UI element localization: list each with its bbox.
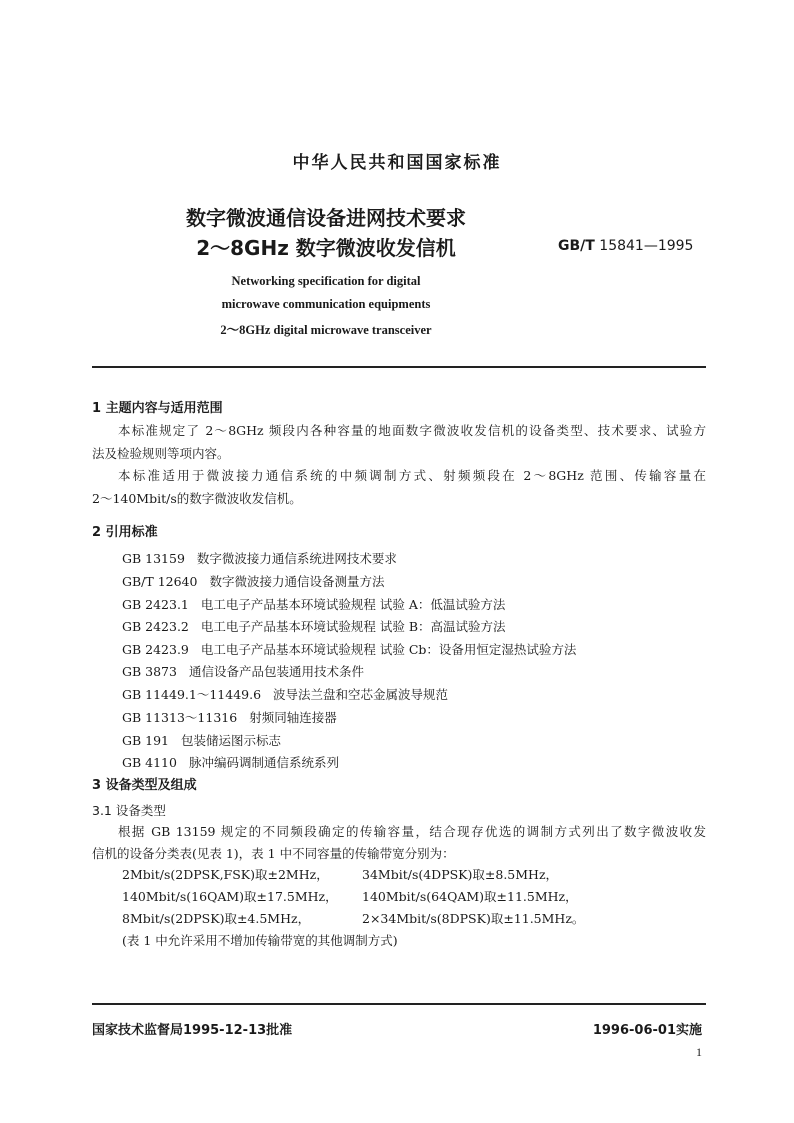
reference-title: 电工电子产品基本环境试验规程 试验 Cb：设备用恒定湿热试验方法 <box>200 642 577 657</box>
bandwidth-item: 2×34Mbit/s(8DPSK)取±11.5MHz。 <box>362 911 585 926</box>
header-divider <box>92 366 706 368</box>
section-1-paragraph: 2～140Mbit/s的数字微波收发信机。 <box>92 491 302 506</box>
reference-code: GB 4110 <box>122 755 177 770</box>
english-title-line: 2～8GHz digital microwave transceiver <box>220 323 432 337</box>
reference-item <box>122 595 505 613</box>
section-3-1-heading: 3.1 设备类型 <box>92 803 166 818</box>
reference-item <box>122 753 339 771</box>
reference-title: 通信设备产品包装通用技术条件 <box>188 664 364 679</box>
footer-divider <box>92 1003 706 1005</box>
page-number: 1 <box>696 1045 702 1059</box>
reference-item <box>122 549 397 567</box>
reference-code: GB 2423.2 <box>122 619 189 634</box>
reference-code: GB 2423.1 <box>122 597 189 612</box>
standard-code-prefix: GB/T <box>558 238 595 254</box>
reference-item <box>122 731 281 749</box>
reference-item <box>122 685 448 703</box>
reference-item <box>122 572 384 590</box>
reference-title: 射频同轴连接器 <box>249 710 337 725</box>
table-note: (表 1 中允许采用不增加传输带宽的其他调制方式) <box>122 933 398 948</box>
reference-code: GB 191 <box>122 733 170 748</box>
document-title: 数字微波通信设备进网技术要求 <box>186 206 466 230</box>
reference-title: 数字微波接力通信设备测量方法 <box>209 574 385 589</box>
reference-item <box>122 617 506 635</box>
reference-title: 电工电子产品基本环境试验规程 试验 A：低温试验方法 <box>200 597 506 612</box>
reference-title: 包装储运图示标志 <box>181 733 282 748</box>
reference-item <box>122 662 364 680</box>
reference-item <box>122 640 576 658</box>
reference-title: 脉冲编码调制通信系统系列 <box>188 755 339 770</box>
standard-code-number: 15841—1995 <box>599 238 694 254</box>
reference-code: GB 2423.9 <box>122 642 189 657</box>
reference-code: GB/T 12640 <box>122 574 198 589</box>
bandwidth-item: 8Mbit/s(2DPSK)取±4.5MHz， <box>122 911 311 926</box>
approval-date: 国家技术监督局1995-12-13批准 <box>92 1023 293 1038</box>
reference-code: GB 3873 <box>122 664 177 679</box>
reference-item <box>122 708 337 726</box>
standard-name: 中华人民共和国国家标准 <box>292 153 502 173</box>
reference-title: 电工电子产品基本环境试验规程 试验 B：高温试验方法 <box>200 619 506 634</box>
reference-title: 波导法兰盘和空芯金属波导规范 <box>273 687 449 702</box>
section-3-heading: 3 设备类型及组成 <box>92 778 197 793</box>
section-1-paragraph: 法及检验规则等项内容。 <box>92 446 230 461</box>
reference-code: GB 11313～11316 <box>122 710 238 725</box>
section-1-heading: 1 主题内容与适用范围 <box>92 401 223 416</box>
reference-title: 数字微波接力通信系统进网技术要求 <box>196 551 397 566</box>
section-1-paragraph: 本标准规定了 2～8GHz 频段内各种容量的地面数字微波收发信机的设备类型、技术要求、试验方 <box>118 423 706 438</box>
standard-code <box>558 238 693 254</box>
section-3-paragraph: 信机的设备分类表(见表 1)，表 1 中不同容量的传输带宽分别为： <box>92 846 455 861</box>
bandwidth-item: 140Mbit/s(16QAM)取±17.5MHz， <box>122 889 338 904</box>
bandwidth-item: 34Mbit/s(4DPSK)取±8.5MHz， <box>362 867 559 882</box>
bandwidth-item: 140Mbit/s(64QAM)取±11.5MHz， <box>362 889 578 904</box>
section-1-paragraph: 本标准适用于微波接力通信系统的中频调制方式、射频频段在 2～8GHz 范围、传输容量在 <box>118 468 706 483</box>
effective-date: 1996-06-01实施 <box>592 1023 702 1038</box>
reference-code: GB 11449.1～11449.6 <box>122 687 262 702</box>
section-3-paragraph: 根据 GB 13159 规定的不同频段确定的传输容量，结合现存优选的调制方式列出了数字微波收发 <box>118 824 706 839</box>
section-2-heading: 2 引用标准 <box>92 525 158 540</box>
bandwidth-item: 2Mbit/s(2DPSK,FSK)取±2MHz， <box>122 867 329 882</box>
english-title-line: Networking specification for digital <box>231 274 421 288</box>
english-title-line: microwave communication equipments <box>221 297 431 311</box>
document-subtitle: 2～8GHz 数字微波收发信机 <box>196 236 456 260</box>
reference-code: GB 13159 <box>122 551 185 566</box>
